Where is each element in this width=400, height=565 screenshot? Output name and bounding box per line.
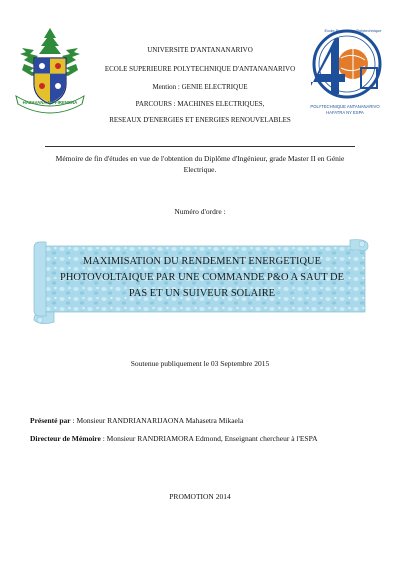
thesis-title-line-2: PHOTOVOLTAIQUE PAR UNE COMMANDE P&O A SAUT DE bbox=[59, 272, 344, 283]
mention: Mention : GENIE ELECTRIQUE bbox=[152, 83, 248, 91]
memoire-line-1: Mémoire de fin d'études en vue de l'obtention du Diplôme d'Ingénieur, grade Master II en Génie bbox=[55, 154, 345, 163]
thesis-title-line-1: MAXIMISATION DU RENDEMENT ENERGETIQUE bbox=[82, 256, 322, 267]
thesis-director-value: : Monsieur RANDRIAMORA Edmond, Enseignant chercheur à l'ESPA bbox=[100, 434, 318, 443]
espa-logo-icon bbox=[305, 28, 385, 104]
espa-caption-1: POLYTECHNIQUE ANTANANARIVO bbox=[310, 104, 380, 109]
presented-by bbox=[30, 416, 380, 427]
parcours: PARCOURS : MACHINES ELECTRIQUES, bbox=[135, 100, 265, 108]
espa-ring-text: Ecole Superieure Polytechnique bbox=[324, 28, 382, 33]
university-name: UNIVERSITE D'ANTANANARIVO bbox=[147, 46, 253, 54]
espa-caption-2: HAFATRA NY ESPA bbox=[326, 110, 364, 115]
presented-by-label: Présenté par bbox=[30, 416, 71, 425]
defense-date: Soutenue publiquement le 03 Septembre 2015 bbox=[130, 359, 270, 368]
reseaux: RESEAUX D'ENERGIES ET ENERGIES RENOUVELABLES bbox=[109, 116, 291, 124]
crest-motto: HAZAVANA NY FIRENENA bbox=[22, 100, 78, 105]
school-name: ECOLE SUPERIEURE POLYTECHNIQUE D'ANTANANARIVO bbox=[104, 65, 296, 73]
thesis-director-label: Directeur de Mémoire bbox=[30, 434, 101, 443]
promotion: PROMOTION 2014 bbox=[169, 492, 231, 501]
thesis-director bbox=[30, 434, 390, 445]
header-divider bbox=[45, 146, 355, 147]
presented-by-value: : Monsieur RANDRIANARIJAONA Mahasetra Mikaela bbox=[70, 416, 244, 425]
memoire-line-2: Electrique. bbox=[183, 165, 217, 174]
numero-ordre: Numéro d'ordre : bbox=[174, 207, 226, 216]
university-crest-logo bbox=[14, 26, 86, 114]
thesis-title-line-3: PAS ET UN SUIVEUR SOLAIRE bbox=[128, 288, 276, 299]
espa-logo bbox=[305, 28, 385, 120]
